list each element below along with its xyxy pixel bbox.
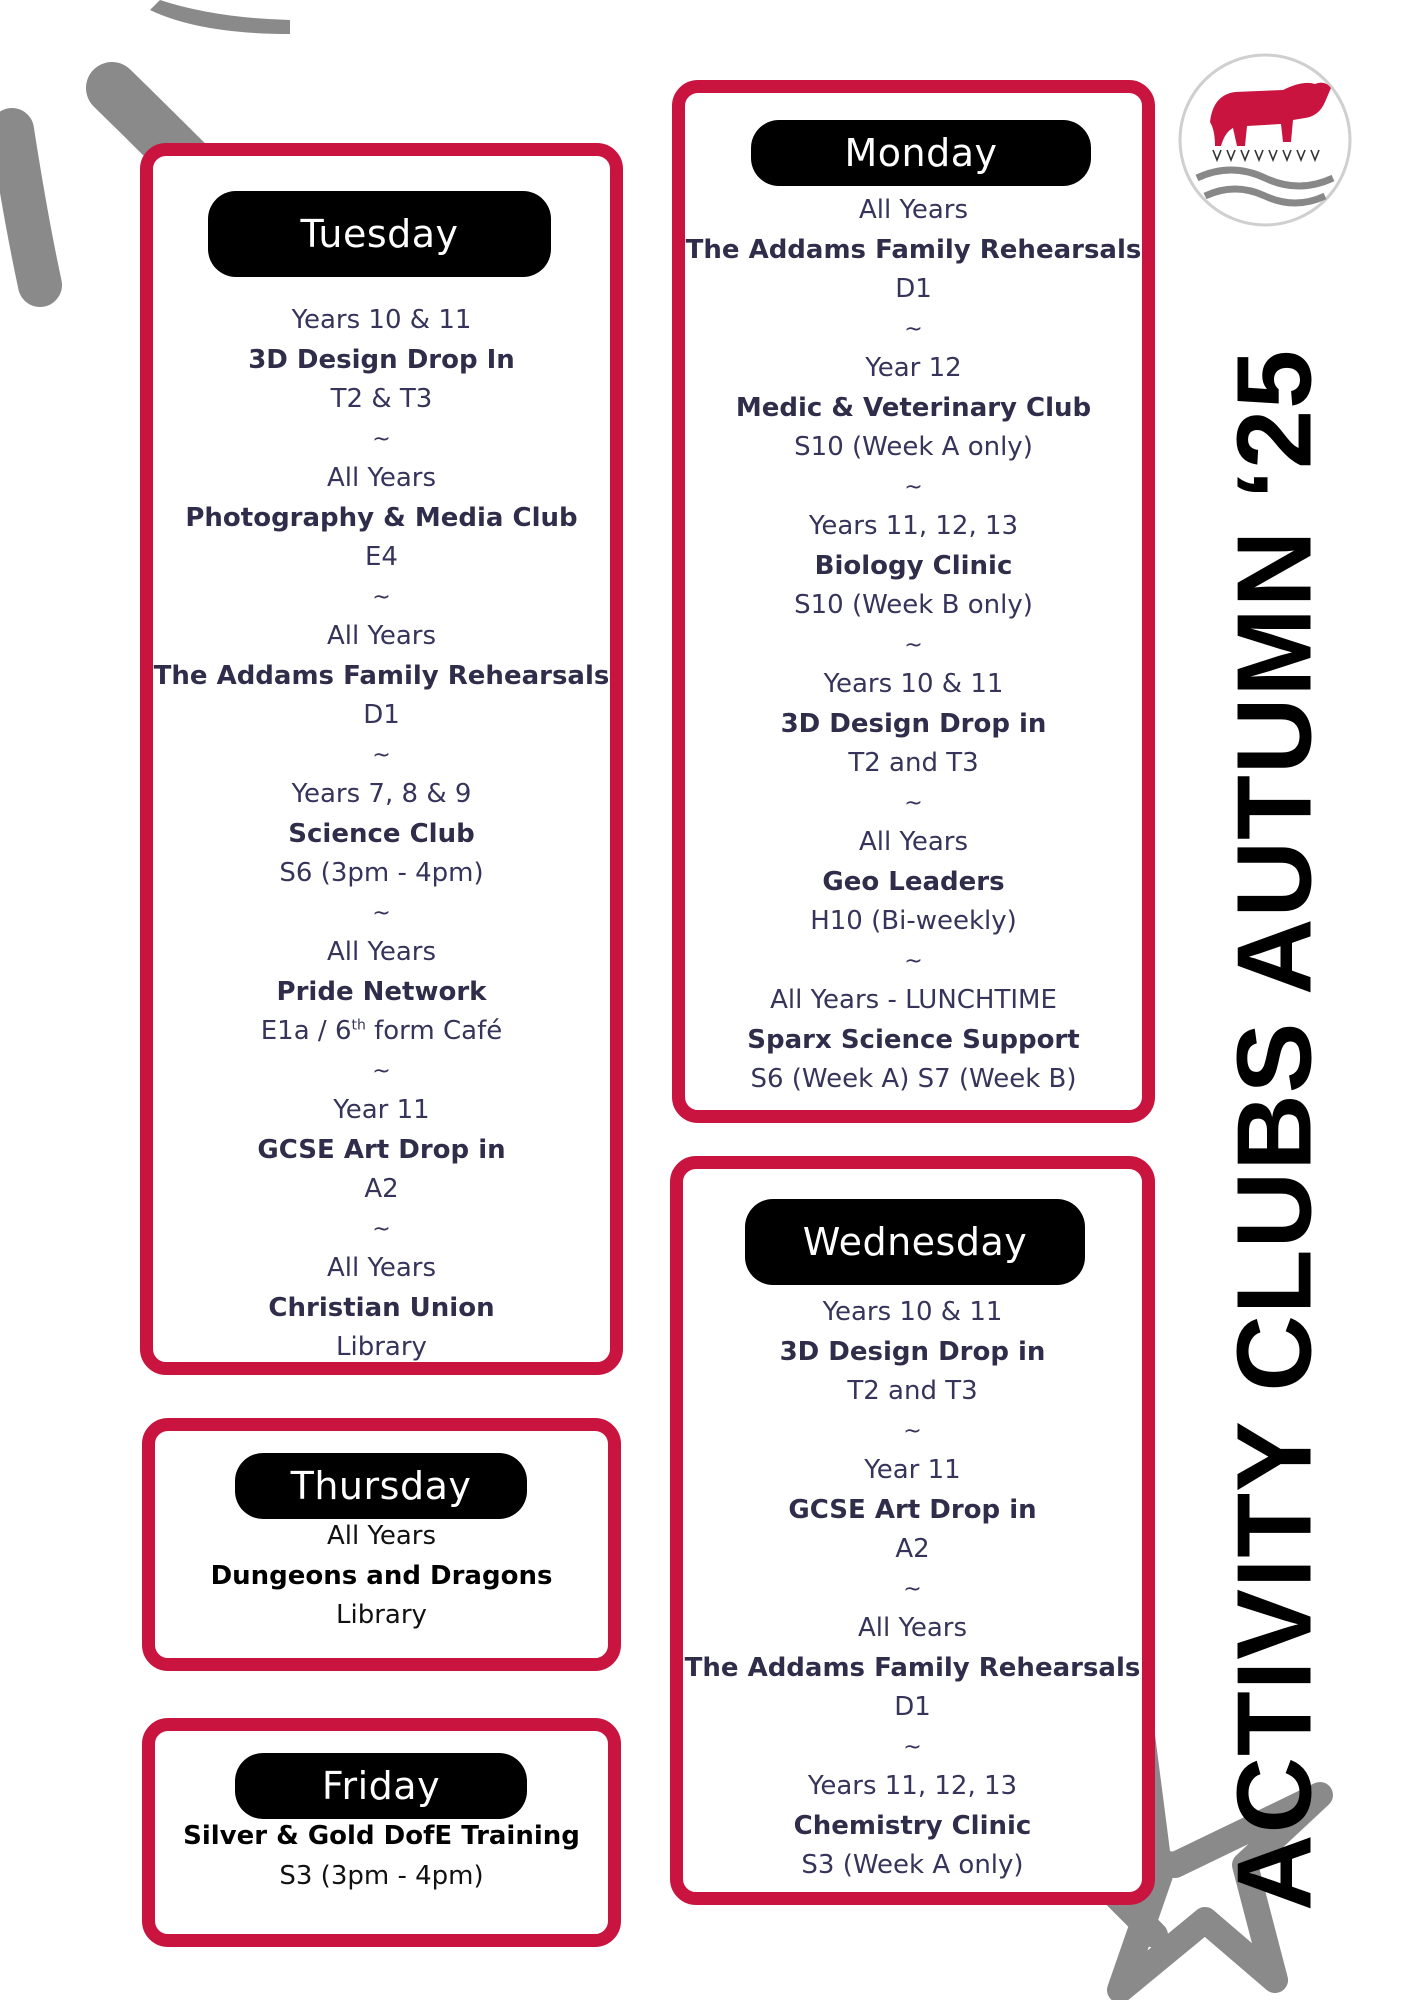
club-name: The Addams Family Rehearsals <box>685 234 1142 265</box>
separator: ~ <box>904 632 923 658</box>
wednesday-club-list <box>683 1293 1142 1886</box>
club-name: Medic & Veterinary Club <box>735 392 1092 423</box>
club-name: Christian Union <box>268 1292 495 1323</box>
club-room: D1 <box>895 274 932 304</box>
club-name: Silver & Gold DofE Training <box>183 1821 580 1851</box>
club-years: All Years <box>858 195 969 225</box>
club-room: A2 <box>364 1174 399 1204</box>
club-room-superscript: th <box>351 1017 366 1034</box>
club-room: S6 (Week A) S7 (Week B) <box>750 1064 1077 1094</box>
day-label-friday: Friday <box>235 1753 527 1819</box>
club-room: Library <box>336 1332 427 1362</box>
club-years: All Years <box>326 621 437 651</box>
club-years: Years 11, 12, 13 <box>807 1771 1018 1801</box>
club-room: D1 <box>894 1692 931 1722</box>
wednesday-card <box>670 1156 1155 1905</box>
club-years: All Years <box>326 937 437 967</box>
club-name: Geo Leaders <box>822 866 1005 897</box>
club-years: All Years <box>858 827 969 857</box>
club-years: Year 12 <box>865 353 962 383</box>
club-years: Years 11, 12, 13 <box>808 511 1019 541</box>
separator: ~ <box>904 474 923 500</box>
club-name: Pride Network <box>276 976 487 1007</box>
club-room: Library <box>336 1600 427 1630</box>
club-room: S10 (Week A only) <box>794 432 1033 462</box>
club-room: H10 (Bi-weekly) <box>810 906 1017 936</box>
club-room: E4 <box>365 542 398 572</box>
club-room-part: E1a / 6 <box>260 1016 352 1046</box>
friday-club-list <box>155 1817 608 1896</box>
club-years: Year 11 <box>333 1095 430 1125</box>
day-label-thursday: Thursday <box>235 1453 527 1519</box>
tuesday-card <box>140 143 623 1375</box>
separator: ~ <box>904 316 923 342</box>
club-years: Years 10 & 11 <box>823 669 1004 699</box>
club-name: GCSE Art Drop in <box>788 1494 1037 1525</box>
club-room: A2 <box>895 1534 930 1564</box>
separator: ~ <box>903 1418 922 1444</box>
club-years: All Years <box>326 463 437 493</box>
club-years: Years 10 & 11 <box>291 305 472 335</box>
separator: ~ <box>372 900 391 926</box>
club-room-part: form Café <box>365 1016 503 1046</box>
club-name: 3D Design Drop in <box>780 708 1047 739</box>
separator: ~ <box>903 1734 922 1760</box>
club-name: Dungeons and Dragons <box>210 1560 553 1591</box>
separator: ~ <box>904 790 923 816</box>
day-label-wednesday: Wednesday <box>745 1199 1085 1285</box>
club-name: Science Club <box>288 818 475 849</box>
club-years: All Years <box>326 1521 437 1551</box>
tuesday-club-list <box>153 301 610 1368</box>
bull-crest-logo <box>1175 50 1355 230</box>
page-title: ACTIVITY CLUBS AUTUMN ‘25 <box>1215 348 1334 1912</box>
club-room: S10 (Week B only) <box>794 590 1033 620</box>
club-years: Years 10 & 11 <box>822 1297 1003 1327</box>
club-room: T2 and T3 <box>847 1376 978 1406</box>
thursday-club-list <box>155 1517 608 1636</box>
separator: ~ <box>372 1058 391 1084</box>
club-room <box>153 1012 610 1052</box>
club-years: All Years <box>857 1613 968 1643</box>
club-name: Biology Clinic <box>814 550 1013 581</box>
club-room: S6 (3pm - 4pm) <box>279 858 484 888</box>
day-label-tuesday: Tuesday <box>208 191 551 277</box>
separator: ~ <box>372 426 391 452</box>
club-name: GCSE Art Drop in <box>257 1134 506 1165</box>
club-years: Years 7, 8 & 9 <box>291 779 472 809</box>
club-years: All Years <box>326 1253 437 1283</box>
monday-club-list <box>685 191 1142 1100</box>
club-name: Photography & Media Club <box>185 502 578 533</box>
separator: ~ <box>904 948 923 974</box>
monday-card <box>672 80 1155 1123</box>
club-years: Year 11 <box>864 1455 961 1485</box>
club-years: All Years - LUNCHTIME <box>770 985 1057 1015</box>
separator: ~ <box>372 742 391 768</box>
club-room: S3 (Week A only) <box>801 1850 1024 1880</box>
club-name: Chemistry Clinic <box>793 1810 1032 1841</box>
thursday-card <box>142 1418 621 1671</box>
separator: ~ <box>372 1216 391 1242</box>
club-room: D1 <box>363 700 400 730</box>
separator: ~ <box>903 1576 922 1602</box>
club-room: S3 (3pm - 4pm) <box>279 1860 484 1891</box>
club-name: The Addams Family Rehearsals <box>684 1652 1141 1683</box>
separator: ~ <box>372 584 391 610</box>
friday-card <box>142 1718 621 1947</box>
day-label-monday: Monday <box>751 120 1091 186</box>
club-room: T2 & T3 <box>330 384 433 414</box>
club-name: 3D Design Drop in <box>779 1336 1046 1367</box>
club-name: 3D Design Drop In <box>248 344 515 375</box>
club-name: The Addams Family Rehearsals <box>153 660 610 691</box>
club-room: T2 and T3 <box>848 748 979 778</box>
club-name: Sparx Science Support <box>747 1024 1080 1055</box>
